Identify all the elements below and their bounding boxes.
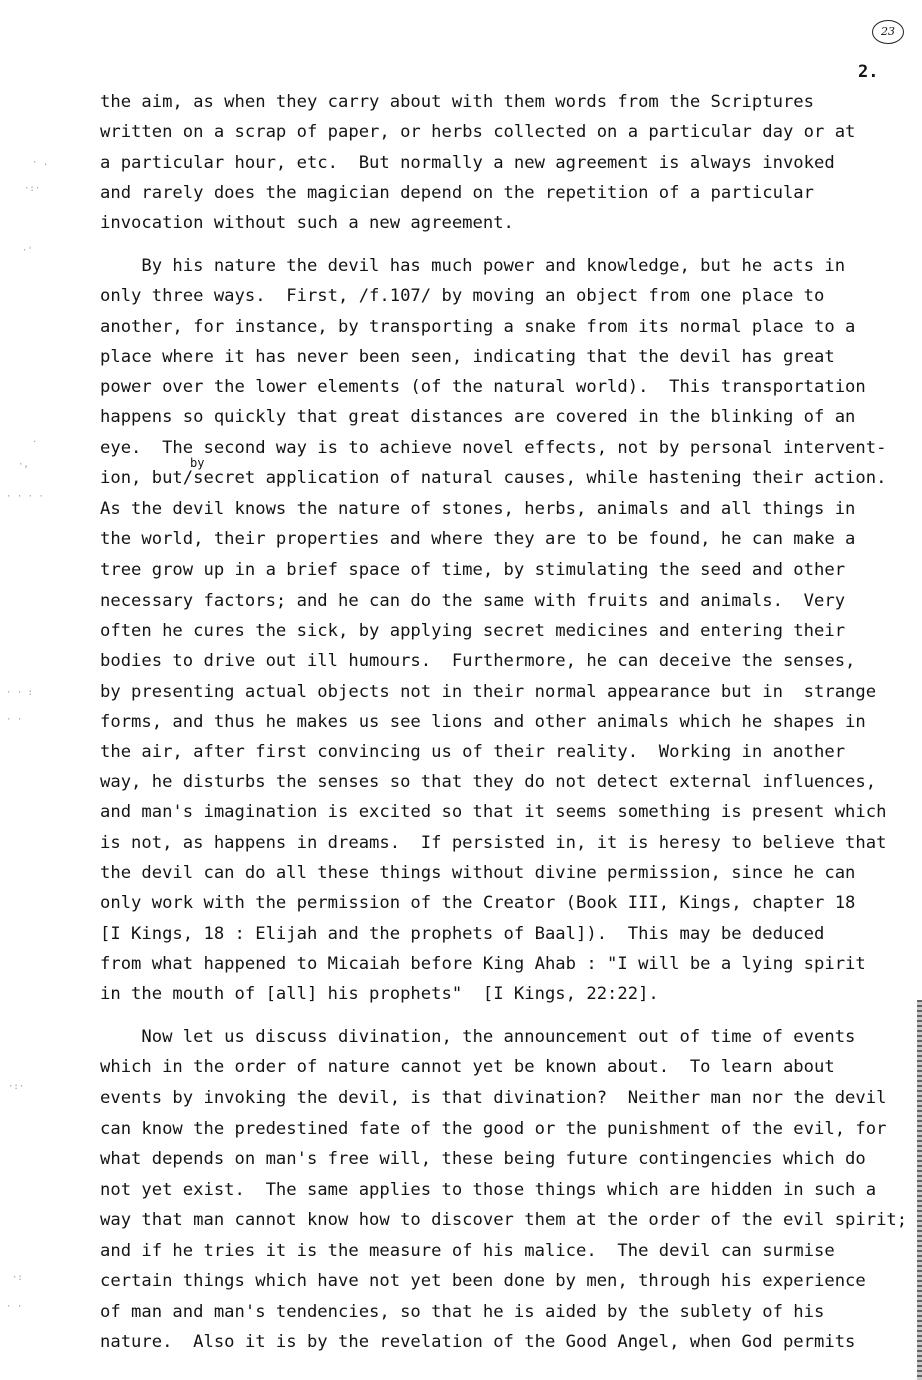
text-line: another, for instance, by transporting a snake from its normal place to a <box>100 317 856 337</box>
text-line: the aim, as when they carry about with them words from the Scriptures <box>100 92 814 112</box>
text-line: often he cures the sick, by applying secret medicines and entering their <box>100 621 846 641</box>
text-line: ion, but/secret application of natural causes, while hastening their action. <box>100 468 887 488</box>
text-line: which in the order of nature cannot yet be known about. To learn about <box>100 1057 835 1077</box>
text-line: in the mouth of [all] his prophets" [I Kings, 22:22]. <box>100 984 659 1004</box>
text-line: Now let us discuss divination, the announcement out of time of events <box>100 1027 856 1047</box>
text-line: By his nature the devil has much power and knowledge, but he acts in <box>100 256 846 276</box>
text-line: of man and man's tendencies, so that he is aided by the sublety of his <box>100 1302 825 1322</box>
text-line: only three ways. First, /f.107/ by moving an object from one place to <box>100 286 825 306</box>
text-line: [I Kings, 18 : Elijah and the prophets of Baal]). This may be deduced <box>100 924 825 944</box>
text-line: place where it has never been seen, indicating that the devil has great <box>100 347 835 367</box>
text-line: bodies to drive out ill humours. Furthermore, he can deceive the senses, <box>100 651 856 671</box>
text-line: necessary factors; and he can do the same with fruits and animals. Very <box>100 591 846 611</box>
text-line: the air, after first convincing us of their reality. Working in another <box>100 742 846 762</box>
text-line: can know the predestined fate of the good or the punishment of the evil, for <box>100 1119 887 1139</box>
text-line: and rarely does the magician depend on the repetition of a particular <box>100 183 814 203</box>
text-line: and if he tries it is the measure of his malice. The devil can surmise <box>100 1241 835 1261</box>
text-line: As the devil knows the nature of stones, herbs, animals and all things in <box>100 499 856 519</box>
text-line: written on a scrap of paper, or herbs collected on a particular day or at <box>100 122 856 142</box>
page-number: 2. <box>858 62 879 82</box>
text-line: what depends on man's free will, these being future contingencies which do <box>100 1149 866 1169</box>
text-line: not yet exist. The same applies to those things which are hidden in such a <box>100 1180 877 1200</box>
text-line: from what happened to Micaiah before King Ahab : "I will be a lying spirit <box>100 954 866 974</box>
text-line: certain things which have not yet been done by men, through his experience <box>100 1271 866 1291</box>
text-line: nature. Also it is by the revelation of the Good Angel, when God permits <box>100 1332 856 1352</box>
text-line: eye. The second way is to achieve novel effects, not by personal intervent- <box>100 438 887 458</box>
text-line: the devil can do all these things without divine permission, since he can <box>100 863 856 883</box>
text-line: way that man cannot know how to discover them at the order of the evil spirit; <box>100 1210 908 1230</box>
interlinear-insertion: by <box>190 456 205 470</box>
text-line: the world, their properties and where they are to be found, he can make a <box>100 529 856 549</box>
left-margin-marks: · . ·:· ·' . ·, · · · · · · : · · ·:· ·: · · <box>6 158 49 1312</box>
text-line: only work with the permission of the Creator (Book III, Kings, chapter 18 <box>100 893 856 913</box>
text-line: by presenting actual objects not in their normal appearance but in strange <box>100 682 877 702</box>
text-line: invocation without such a new agreement. <box>100 213 514 233</box>
scan-edge <box>917 1000 922 1380</box>
text-line: way, he disturbs the senses so that they do not detect external influences, <box>100 772 877 792</box>
text-line: events by invoking the devil, is that divination? Neither man nor the devil <box>100 1088 887 1108</box>
folio-number: 23 <box>872 20 904 44</box>
text-line: is not, as happens in dreams. If persisted in, it is heresy to believe that <box>100 833 887 853</box>
text-line: a particular hour, etc. But normally a new agreement is always invoked <box>100 153 835 173</box>
text-line: tree grow up in a brief space of time, by stimulating the seed and other <box>100 560 846 580</box>
text-line: forms, and thus he makes us see lions and other animals which he shapes in <box>100 712 866 732</box>
text-line: happens so quickly that great distances are covered in the blinking of an <box>100 407 856 427</box>
text-line: power over the lower elements (of the natural world). This transportation <box>100 377 866 397</box>
text-line: and man's imagination is excited so that it seems something is present which <box>100 802 887 822</box>
